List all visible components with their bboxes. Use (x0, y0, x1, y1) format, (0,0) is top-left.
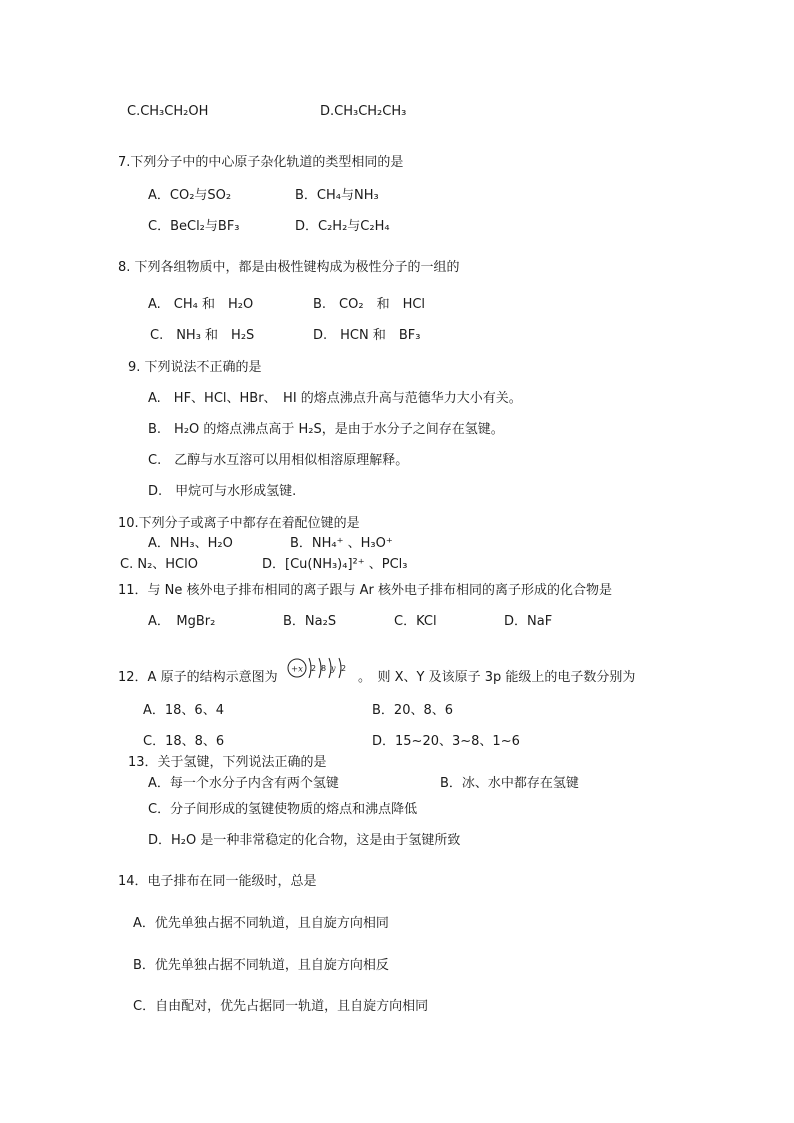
q12-option-d: D．15~20、3~8、1~6 (372, 734, 520, 749)
q8-option-b: B. CO₂ 和 HCl (313, 297, 426, 312)
q8-option-c: C. NH₃ 和 H₂S (150, 328, 255, 343)
q14-option-a: A．优先单独占据不同轨道，且自旋方向相同 (133, 916, 389, 931)
q7-option-c: C．BeCl₂与BF₃ (148, 219, 240, 234)
shell-count-1: 2 (311, 664, 317, 673)
q12-option-b: B．20、8、6 (372, 703, 454, 718)
shell-count-2: 8 (321, 664, 327, 673)
shell-count-3: y (331, 664, 336, 673)
q9-option-a: A. HF、HCl、HBr、 HI 的熔点沸点升高与范德华力大小有关。 (148, 391, 522, 406)
q9-stem: 9. 下列说法不正确的是 (128, 360, 262, 375)
q12-stem-before: 12．A 原子的结构示意图为 (118, 670, 278, 685)
q10-stem: 10.下列分子或离子中都存在着配位键的是 (118, 516, 360, 531)
q11-option-d: D．NaF (504, 614, 553, 629)
q11-stem: 11．与 Ne 核外电子排布相同的离子跟与 Ar 核外电子排布相同的离子形成的化合物是 (118, 583, 613, 598)
q11-option-c: C．KCl (394, 614, 437, 629)
q13-option-b: B．冰、水中都存在氢键 (440, 776, 579, 791)
q12-option-c: C．18、8、6 (143, 734, 225, 749)
q9-option-b: B. H₂O 的熔点沸点高于 H₂S，是由于水分子之间存在氢键。 (148, 422, 504, 437)
nucleus-charge: +x (291, 664, 303, 675)
q11-option-a: A． MgBr₂ (148, 614, 216, 629)
q13-stem: 13．关于氢键，下列说法正确的是 (128, 755, 327, 770)
q9-option-d: D. 甲烷可与水形成氢键. (148, 484, 297, 499)
shell-count-4: 2 (341, 664, 347, 673)
q7-stem: 7.下列分子中的中心原子杂化轨道的类型相同的是 (118, 155, 404, 170)
prev-option-c: C.CH₃CH₂OH (127, 104, 209, 119)
q14-option-c: C．自由配对，优先占据同一轨道，且自旋方向相同 (133, 999, 429, 1014)
q10-option-d: D．[Cu(NH₃)₄]²⁺ 、PCl₃ (262, 557, 408, 572)
q11-option-b: B．Na₂S (283, 614, 337, 629)
q7-option-a: A．CO₂与SO₂ (148, 188, 232, 203)
atom-structure-diagram (287, 654, 365, 682)
q13-option-a: A．每一个水分子内含有两个氢键 (148, 776, 339, 791)
q14-option-b: B．优先单独占据不同轨道，且自旋方向相反 (133, 958, 389, 973)
q12-stem-after: 。 则 X、Y 及该原子 3p 能级上的电子数分别为 (358, 670, 636, 685)
q14-stem: 14．电子排布在同一能级时，总是 (118, 874, 317, 889)
q8-stem: 8. 下列各组物质中，都是由极性键构成为极性分子的一组的 (118, 260, 460, 275)
q10-option-c: C. N₂、HClO (120, 557, 198, 572)
q7-option-d: D．C₂H₂与C₂H₄ (295, 219, 390, 234)
q9-option-c: C. 乙醇与水互溶可以用相似相溶原理解释。 (148, 453, 409, 468)
prev-option-d: D.CH₃CH₂CH₃ (320, 104, 407, 119)
q10-option-b: B．NH₄⁺ 、H₃O⁺ (290, 536, 393, 551)
q7-option-b: B．CH₄与NH₃ (295, 188, 379, 203)
q12-option-a: A．18、6、4 (143, 703, 224, 718)
q8-option-a: A. CH₄ 和 H₂O (148, 297, 254, 312)
q13-option-d: D．H₂O 是一种非常稳定的化合物，这是由于氢键所致 (148, 833, 461, 848)
q10-option-a: A．NH₃、H₂O (148, 536, 233, 551)
q13-option-c: C．分子间形成的氢键使物质的熔点和沸点降低 (148, 802, 418, 817)
q8-option-d: D. HCN 和 BF₃ (313, 328, 421, 343)
